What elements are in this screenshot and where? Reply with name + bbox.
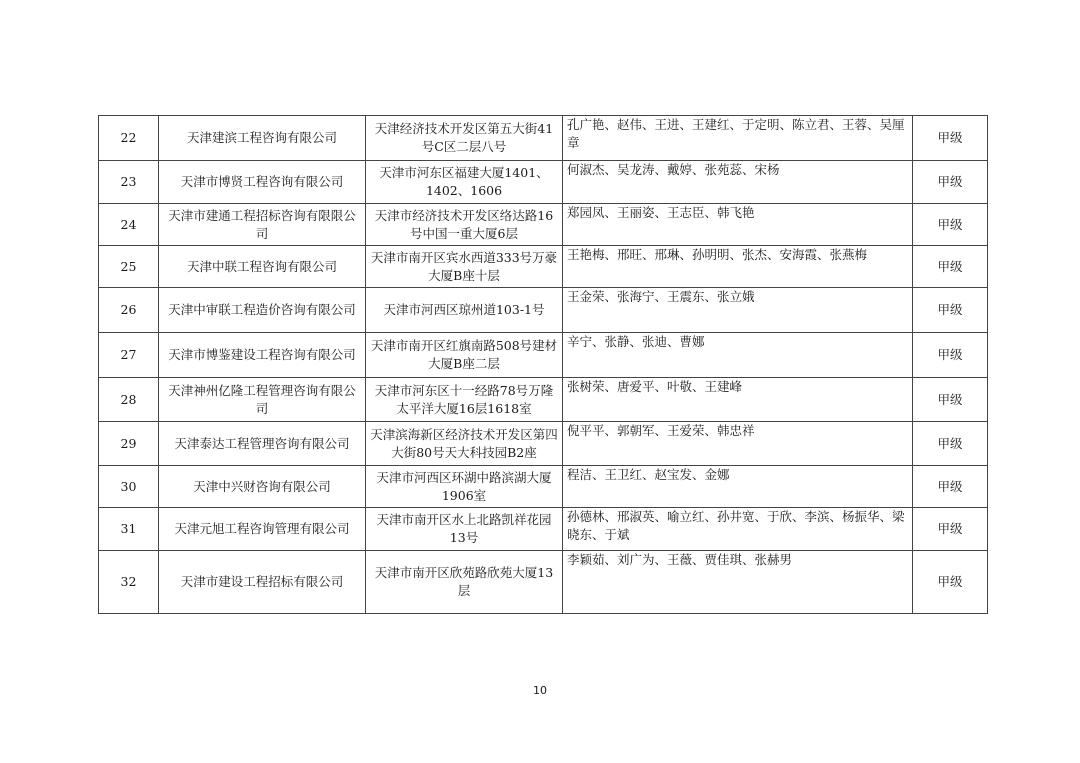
company-address: 天津市河东区十一经路78号万隆太平洋大厦16层1618室 bbox=[366, 378, 563, 422]
company-name: 天津市建设工程招标有限公司 bbox=[159, 551, 366, 614]
qualification-grade: 甲级 bbox=[913, 508, 988, 551]
company-address: 天津市南开区水上北路凯祥花园13号 bbox=[366, 508, 563, 551]
company-address: 天津市南开区欣苑路欣苑大厦13层 bbox=[366, 551, 563, 614]
company-address: 天津滨海新区经济技术开发区第四大街80号天大科技园B2座 bbox=[366, 422, 563, 466]
table-row bbox=[99, 161, 988, 204]
row-number: 28 bbox=[99, 378, 159, 422]
row-number: 31 bbox=[99, 508, 159, 551]
agency-table bbox=[98, 115, 988, 614]
qualification-grade: 甲级 bbox=[913, 161, 988, 204]
qualification-grade: 甲级 bbox=[913, 422, 988, 466]
row-number: 26 bbox=[99, 288, 159, 333]
qualification-grade: 甲级 bbox=[913, 204, 988, 246]
staff-list: 张树荣、唐爱平、叶敬、王建峰 bbox=[563, 378, 913, 422]
row-number: 27 bbox=[99, 333, 159, 378]
staff-list: 辛宁、张静、张迪、曹娜 bbox=[563, 333, 913, 378]
table-row bbox=[99, 551, 988, 614]
company-name: 天津中联工程咨询有限公司 bbox=[159, 246, 366, 288]
table-row bbox=[99, 288, 988, 333]
table-row bbox=[99, 422, 988, 466]
company-address: 天津市南开区红旗南路508号建材大厦B座二层 bbox=[366, 333, 563, 378]
row-number: 32 bbox=[99, 551, 159, 614]
company-name: 天津泰达工程管理咨询有限公司 bbox=[159, 422, 366, 466]
qualification-grade: 甲级 bbox=[913, 246, 988, 288]
table-row bbox=[99, 333, 988, 378]
company-name: 天津市博贤工程咨询有限公司 bbox=[159, 161, 366, 204]
company-address: 天津市河西区环湖中路滨湖大厦1906室 bbox=[366, 466, 563, 508]
table-row bbox=[99, 508, 988, 551]
staff-list: 倪平平、郭朝军、王爱荣、韩忠祥 bbox=[563, 422, 913, 466]
staff-list: 王金荣、张海宁、王震东、张立娥 bbox=[563, 288, 913, 333]
row-number: 23 bbox=[99, 161, 159, 204]
staff-list: 李颖茹、刘广为、王薇、贾佳琪、张赫男 bbox=[563, 551, 913, 614]
company-name: 天津神州亿隆工程管理咨询有限公司 bbox=[159, 378, 366, 422]
table-row bbox=[99, 466, 988, 508]
staff-list: 王艳梅、邢旺、邢琳、孙明明、张杰、安海霞、张燕梅 bbox=[563, 246, 913, 288]
staff-list: 郑园凤、王丽姿、王志臣、韩飞艳 bbox=[563, 204, 913, 246]
staff-list: 何淑杰、吴龙涛、戴婷、张苑蕊、宋杨 bbox=[563, 161, 913, 204]
row-number: 30 bbox=[99, 466, 159, 508]
company-name: 天津市博鉴建设工程咨询有限公司 bbox=[159, 333, 366, 378]
row-number: 29 bbox=[99, 422, 159, 466]
company-address: 天津市经济技术开发区络达路16号中国一重大厦6层 bbox=[366, 204, 563, 246]
company-address: 天津市南开区宾水西道333号万豪大厦B座十层 bbox=[366, 246, 563, 288]
table-row bbox=[99, 378, 988, 422]
staff-list: 孙德林、邢淑英、喻立红、孙井宽、于欣、李滨、杨振华、梁晓东、于斌 bbox=[563, 508, 913, 551]
company-address: 天津市河西区琼州道103-1号 bbox=[366, 288, 563, 333]
qualification-grade: 甲级 bbox=[913, 378, 988, 422]
page-number: 10 bbox=[533, 684, 547, 697]
table-row bbox=[99, 246, 988, 288]
qualification-grade: 甲级 bbox=[913, 288, 988, 333]
company-address: 天津经济技术开发区第五大街41号C区二层八号 bbox=[366, 116, 563, 161]
qualification-grade: 甲级 bbox=[913, 551, 988, 614]
staff-list: 孔广艳、赵伟、王进、王建红、于定明、陈立君、王蓉、吴厘章 bbox=[563, 116, 913, 161]
staff-list: 程洁、王卫红、赵宝发、金娜 bbox=[563, 466, 913, 508]
table-row bbox=[99, 204, 988, 246]
qualification-grade: 甲级 bbox=[913, 116, 988, 161]
company-address: 天津市河东区福建大厦1401、1402、1606 bbox=[366, 161, 563, 204]
company-name: 天津建滨工程咨询有限公司 bbox=[159, 116, 366, 161]
row-number: 25 bbox=[99, 246, 159, 288]
row-number: 22 bbox=[99, 116, 159, 161]
qualification-grade: 甲级 bbox=[913, 333, 988, 378]
company-name: 天津中兴财咨询有限公司 bbox=[159, 466, 366, 508]
company-name: 天津中审联工程造价咨询有限公司 bbox=[159, 288, 366, 333]
table-row bbox=[99, 116, 988, 161]
company-name: 天津市建通工程招标咨询有限限公司 bbox=[159, 204, 366, 246]
row-number: 24 bbox=[99, 204, 159, 246]
company-name: 天津元旭工程咨询管理有限公司 bbox=[159, 508, 366, 551]
qualification-grade: 甲级 bbox=[913, 466, 988, 508]
